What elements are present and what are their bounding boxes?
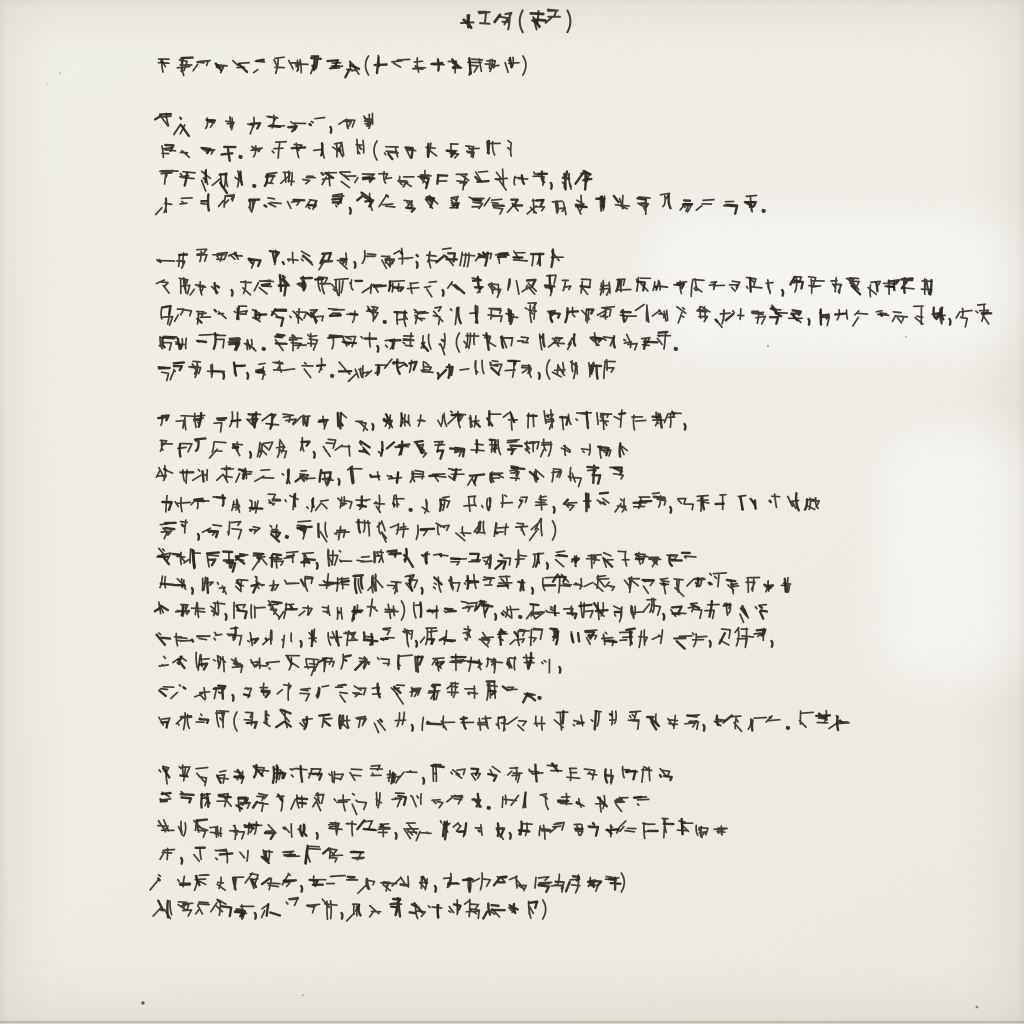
ink-speck xyxy=(976,1006,979,1009)
ink-speck xyxy=(302,994,304,996)
ink-speck xyxy=(46,83,48,85)
ink-speck xyxy=(59,72,61,74)
ink-speck xyxy=(141,1001,144,1004)
ink-speck xyxy=(767,345,769,347)
ink-speck xyxy=(905,336,907,338)
